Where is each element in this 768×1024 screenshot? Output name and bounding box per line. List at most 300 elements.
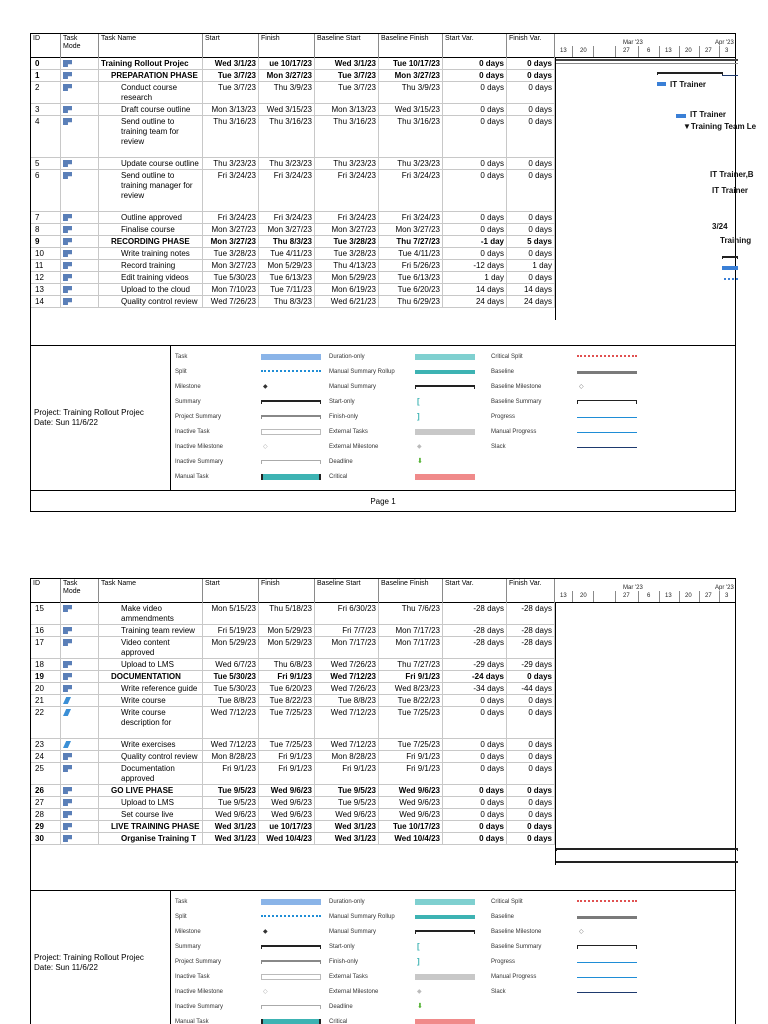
header-start: Start xyxy=(203,579,259,603)
task-name: Send outline to training team for review xyxy=(99,116,203,157)
legend-item xyxy=(329,1000,479,1015)
task-start: Thu 3/23/23 xyxy=(203,158,259,169)
table-row[interactable] xyxy=(31,683,555,695)
task-start-var: -28 days xyxy=(443,625,507,636)
summary-bar xyxy=(657,72,723,75)
task-start: Mon 3/27/23 xyxy=(203,260,259,271)
table-row[interactable] xyxy=(31,272,555,284)
timeline-month: Mar '23 xyxy=(623,40,643,46)
task-mode-icon xyxy=(61,671,99,682)
auto-task-icon xyxy=(63,673,72,680)
table-row[interactable] xyxy=(31,695,555,707)
header-baseline-start: Baseline Start xyxy=(315,34,379,58)
task-bar xyxy=(724,278,738,280)
task-start-var: 0 days xyxy=(443,170,507,211)
task-baseline-finish: Tue 6/13/23 xyxy=(379,272,443,283)
task-finish: Wed 10/4/23 xyxy=(259,833,315,844)
task-finish-var: -29 days xyxy=(507,659,555,670)
task-start: Tue 3/7/23 xyxy=(203,82,259,103)
task-start-var: 0 days xyxy=(443,212,507,223)
legend-item xyxy=(329,985,479,1000)
legend-label: Inactive Milestone xyxy=(175,444,224,450)
inactive-milestone-icon: ◇ xyxy=(263,989,268,995)
legend-item xyxy=(175,1015,325,1024)
task-mode-icon xyxy=(61,763,99,784)
legend-inactive-summary-swatch xyxy=(261,1005,321,1009)
legend-item xyxy=(491,350,641,365)
task-baseline-start: Thu 3/16/23 xyxy=(315,116,379,157)
legend-item xyxy=(329,925,479,940)
legend-item xyxy=(329,895,479,910)
task-name: PREPARATION PHASE xyxy=(99,70,203,81)
task-mode-icon xyxy=(61,625,99,636)
task-id: 11 xyxy=(31,260,61,271)
legend-item xyxy=(491,940,641,955)
task-mode-icon xyxy=(61,248,99,259)
resource-label: ▼Training Team Le xyxy=(683,122,757,131)
table-row[interactable] xyxy=(31,785,555,797)
legend-label: External Milestone xyxy=(329,989,379,995)
auto-task-icon xyxy=(63,226,72,233)
legend-label: Inactive Task xyxy=(175,429,210,435)
legend xyxy=(31,891,735,1024)
legend-manual-task-swatch xyxy=(261,474,321,480)
manual-task-icon xyxy=(63,741,71,748)
task-baseline-start: Mon 7/17/23 xyxy=(315,637,379,658)
legend-label: Project Summary xyxy=(175,959,222,965)
task-baseline-finish: Tue 10/17/23 xyxy=(379,58,443,69)
legend-item xyxy=(175,1000,325,1015)
legend-slack-swatch xyxy=(577,992,637,993)
task-id: 26 xyxy=(31,785,61,796)
task-baseline-finish: Fri 3/24/23 xyxy=(379,212,443,223)
task-finish-var: 0 days xyxy=(507,763,555,784)
legend-duration-only-swatch xyxy=(415,899,475,905)
legend-label: Start-only xyxy=(329,399,355,405)
task-id: 13 xyxy=(31,284,61,295)
legend-label: Inactive Milestone xyxy=(175,989,224,995)
task-finish-var: 5 days xyxy=(507,236,555,247)
task-finish-var: 0 days xyxy=(507,116,555,157)
task-finish: Thu 3/23/23 xyxy=(259,158,315,169)
task-mode-icon xyxy=(61,58,99,69)
task-finish: Fri 9/1/23 xyxy=(259,763,315,784)
task-finish-var: 0 days xyxy=(507,671,555,682)
legend-label: Baseline Summary xyxy=(491,944,542,950)
auto-task-icon xyxy=(63,118,72,125)
task-id: 22 xyxy=(31,707,61,738)
timeline-day: 3 xyxy=(725,48,729,54)
table-row[interactable] xyxy=(31,625,555,637)
task-finish-var: 0 days xyxy=(507,170,555,211)
legend-item xyxy=(329,940,479,955)
task-start: Mon 7/10/23 xyxy=(203,284,259,295)
task-finish-var: 0 days xyxy=(507,797,555,808)
task-finish: Tue 6/20/23 xyxy=(259,683,315,694)
task-mode-icon xyxy=(61,637,99,658)
task-start-var: 0 days xyxy=(443,158,507,169)
task-start-var: 0 days xyxy=(443,763,507,784)
task-baseline-finish: Thu 7/6/23 xyxy=(379,603,443,624)
task-start-var: -29 days xyxy=(443,659,507,670)
task-mode-icon xyxy=(61,833,99,844)
project-name: Project: Training Rollout Projec xyxy=(34,953,144,962)
auto-task-icon xyxy=(63,661,72,668)
legend-label: Inactive Summary xyxy=(175,1004,224,1010)
legend-inactive-task-swatch xyxy=(261,974,321,980)
legend-item xyxy=(329,1015,479,1024)
legend-item xyxy=(491,410,641,425)
legend-baseline-summary-swatch xyxy=(577,400,637,404)
legend-item xyxy=(175,395,325,410)
task-baseline-start: Wed 7/12/23 xyxy=(315,739,379,750)
task-baseline-start: Mon 3/27/23 xyxy=(315,224,379,235)
legend-label: Baseline Milestone xyxy=(491,929,542,935)
task-baseline-finish: Mon 3/27/23 xyxy=(379,70,443,81)
table-header xyxy=(31,579,735,603)
legend-item xyxy=(491,440,641,455)
task-finish: Wed 9/6/23 xyxy=(259,785,315,796)
deadline-icon: ⬇ xyxy=(417,458,423,465)
task-start: Mon 3/27/23 xyxy=(203,236,259,247)
legend-label: Baseline xyxy=(491,369,515,375)
task-start: Wed 7/12/23 xyxy=(203,707,259,738)
task-baseline-start: Tue 3/28/23 xyxy=(315,248,379,259)
legend-item xyxy=(175,970,325,985)
legend-label: External Tasks xyxy=(329,974,368,980)
legend-item xyxy=(329,425,479,440)
legend-rollup-swatch xyxy=(415,370,475,374)
blank-row xyxy=(31,871,735,891)
task-start: Fri 3/24/23 xyxy=(203,170,259,211)
task-mode-icon xyxy=(61,224,99,235)
timeline-day: 27 xyxy=(623,593,630,599)
task-start: Tue 9/5/23 xyxy=(203,785,259,796)
legend-label: Progress xyxy=(491,959,516,965)
task-baseline-finish: Fri 9/1/23 xyxy=(379,671,443,682)
summary-bar xyxy=(556,848,738,851)
task-id: 4 xyxy=(31,116,61,157)
task-mode-icon xyxy=(61,739,99,750)
task-name: GO LIVE PHASE xyxy=(99,785,203,796)
task-mode-icon xyxy=(61,236,99,247)
task-name: Upload to the cloud xyxy=(99,284,203,295)
task-name: Training Rollout Projec xyxy=(99,58,203,69)
summary-bar xyxy=(556,861,738,863)
task-start: Wed 7/26/23 xyxy=(203,296,259,307)
task-finish: Tue 7/25/23 xyxy=(259,739,315,750)
task-baseline-finish: Fri 9/1/23 xyxy=(379,763,443,784)
task-start: Wed 3/1/23 xyxy=(203,833,259,844)
table-row[interactable] xyxy=(31,603,555,625)
task-finish-var: 0 days xyxy=(507,82,555,103)
legend-item xyxy=(175,425,325,440)
task-mode-icon xyxy=(61,296,99,307)
legend-column xyxy=(175,895,325,1024)
task-id: 12 xyxy=(31,272,61,283)
task-finish: Tue 6/13/23 xyxy=(259,272,315,283)
legend-label: Critical xyxy=(329,474,348,480)
table-row[interactable] xyxy=(31,284,555,296)
legend-label: Milestone xyxy=(175,929,201,935)
table-row[interactable] xyxy=(31,659,555,671)
task-baseline-finish: Tue 4/11/23 xyxy=(379,248,443,259)
task-baseline-finish: Thu 7/27/23 xyxy=(379,659,443,670)
table-row[interactable] xyxy=(31,212,555,224)
header-task-mode: Task Mode xyxy=(61,579,99,603)
task-name: Organise Training T xyxy=(99,833,203,844)
task-finish-var: 24 days xyxy=(507,296,555,307)
legend-item xyxy=(329,970,479,985)
task-start: Mon 3/27/23 xyxy=(203,224,259,235)
task-finish-var: 0 days xyxy=(507,272,555,283)
legend-manual-summary-swatch xyxy=(415,385,475,389)
task-bar xyxy=(722,266,738,270)
task-id: 1 xyxy=(31,70,61,81)
task-id: 6 xyxy=(31,170,61,211)
header-baseline-start: Baseline Start xyxy=(315,579,379,603)
project-info xyxy=(31,346,171,490)
task-name: Quality control review xyxy=(99,296,203,307)
task-id: 0 xyxy=(31,58,61,69)
table-row[interactable] xyxy=(31,797,555,809)
legend-item xyxy=(175,350,325,365)
task-finish-var: 0 days xyxy=(507,739,555,750)
task-baseline-finish: Fri 3/24/23 xyxy=(379,170,443,211)
task-baseline-finish: Thu 3/16/23 xyxy=(379,116,443,157)
task-name: Outline approved xyxy=(99,212,203,223)
task-baseline-finish: Tue 7/25/23 xyxy=(379,739,443,750)
legend-column xyxy=(491,350,641,455)
task-start-var: 0 days xyxy=(443,785,507,796)
table-row[interactable] xyxy=(31,104,555,116)
task-baseline-start: Mon 6/19/23 xyxy=(315,284,379,295)
timeline-header xyxy=(555,579,737,603)
table-row[interactable] xyxy=(31,58,555,70)
task-id: 28 xyxy=(31,809,61,820)
timeline-day: 27 xyxy=(705,48,712,54)
legend-manual-progress-swatch xyxy=(577,432,637,433)
legend-label: Manual Summary xyxy=(329,384,377,390)
auto-task-icon xyxy=(63,214,72,221)
table-row[interactable] xyxy=(31,158,555,170)
legend-rollup-swatch xyxy=(415,915,475,919)
task-start: Tue 5/30/23 xyxy=(203,272,259,283)
timeline-day: 13 xyxy=(665,48,672,54)
table-row[interactable] xyxy=(31,751,555,763)
auto-task-icon xyxy=(63,298,72,305)
task-start-var: 0 days xyxy=(443,224,507,235)
start-only-icon: [ xyxy=(417,397,420,406)
task-id: 17 xyxy=(31,637,61,658)
task-name: Upload to LMS xyxy=(99,659,203,670)
task-start: Mon 3/13/23 xyxy=(203,104,259,115)
auto-task-icon xyxy=(63,84,72,91)
legend-label: Deadline xyxy=(329,459,353,465)
slack-line xyxy=(722,75,738,76)
timeline-day: 6 xyxy=(647,593,651,599)
auto-task-icon xyxy=(63,286,72,293)
table-row[interactable] xyxy=(31,739,555,751)
task-baseline-finish: Thu 6/29/23 xyxy=(379,296,443,307)
task-name: RECORDING PHASE xyxy=(99,236,203,247)
legend-label: External Tasks xyxy=(329,429,368,435)
task-baseline-start: Mon 3/13/23 xyxy=(315,104,379,115)
legend-item xyxy=(175,940,325,955)
deadline-icon: ⬇ xyxy=(417,1003,423,1010)
task-mode-icon xyxy=(61,707,99,738)
auto-task-icon xyxy=(63,639,72,646)
task-finish-var: 0 days xyxy=(507,821,555,832)
task-id: 5 xyxy=(31,158,61,169)
task-baseline-start: Thu 3/23/23 xyxy=(315,158,379,169)
task-start-var: -1 day xyxy=(443,236,507,247)
task-finish-var: 0 days xyxy=(507,158,555,169)
legend-label: Duration-only xyxy=(329,354,365,360)
task-mode-icon xyxy=(61,751,99,762)
external-milestone-icon: ◆ xyxy=(417,444,422,450)
table-row[interactable] xyxy=(31,170,555,212)
task-baseline-start: Wed 7/12/23 xyxy=(315,707,379,738)
timeline-day: 20 xyxy=(580,48,587,54)
task-mode-icon xyxy=(61,272,99,283)
task-finish-var: 0 days xyxy=(507,224,555,235)
legend-label: Finish-only xyxy=(329,959,359,965)
table-row[interactable] xyxy=(31,82,555,104)
task-baseline-start: Wed 9/6/23 xyxy=(315,809,379,820)
task-name: Documentation approved xyxy=(99,763,203,784)
task-start-var: -28 days xyxy=(443,603,507,624)
legend-item xyxy=(329,955,479,970)
auto-task-icon xyxy=(63,160,72,167)
table-row[interactable] xyxy=(31,236,555,248)
table-row[interactable] xyxy=(31,809,555,821)
table-row[interactable] xyxy=(31,296,555,308)
task-name: Update course outline xyxy=(99,158,203,169)
timeline-day: 20 xyxy=(580,593,587,599)
table-row[interactable] xyxy=(31,637,555,659)
task-mode-icon xyxy=(61,659,99,670)
timeline-day: 3 xyxy=(725,593,729,599)
task-start: Wed 3/1/23 xyxy=(203,821,259,832)
task-start-var: 0 days xyxy=(443,751,507,762)
task-finish-var: -28 days xyxy=(507,625,555,636)
task-start-var: -34 days xyxy=(443,683,507,694)
header-start: Start xyxy=(203,34,259,58)
task-finish: Fri 9/1/23 xyxy=(259,751,315,762)
task-finish: Fri 9/1/23 xyxy=(259,671,315,682)
table-row[interactable] xyxy=(31,224,555,236)
task-mode-icon xyxy=(61,785,99,796)
header-finish-var: Finish Var. xyxy=(507,34,555,58)
table-row[interactable] xyxy=(31,70,555,82)
task-baseline-start: Fri 3/24/23 xyxy=(315,170,379,211)
legend-item xyxy=(329,455,479,470)
legend-slack-swatch xyxy=(577,447,637,448)
task-name: Set course live xyxy=(99,809,203,820)
task-start-var: 24 days xyxy=(443,296,507,307)
legend-label: Milestone xyxy=(175,384,201,390)
project-date: Date: Sun 11/6/22 xyxy=(34,418,98,427)
header-task-name: Task Name xyxy=(99,34,203,58)
table-row[interactable] xyxy=(31,671,555,683)
task-name: Make video ammendments xyxy=(99,603,203,624)
legend-task-swatch xyxy=(261,899,321,905)
task-start-var: -12 days xyxy=(443,260,507,271)
legend-baseline-summary-swatch xyxy=(577,945,637,949)
legend-item xyxy=(491,380,641,395)
table-row[interactable] xyxy=(31,833,555,845)
legend-item xyxy=(491,395,641,410)
table-row[interactable] xyxy=(31,248,555,260)
legend-label: Slack xyxy=(491,444,506,450)
task-id: 8 xyxy=(31,224,61,235)
header-start-var: Start Var. xyxy=(443,579,507,603)
task-baseline-start: Wed 7/12/23 xyxy=(315,671,379,682)
project-baseline-bar xyxy=(556,63,738,64)
task-baseline-finish: Tue 6/20/23 xyxy=(379,284,443,295)
table-row[interactable] xyxy=(31,763,555,785)
legend-item xyxy=(175,380,325,395)
legend-item xyxy=(491,425,641,440)
table-row[interactable] xyxy=(31,821,555,833)
task-name: Finalise course xyxy=(99,224,203,235)
finish-only-icon: ] xyxy=(417,957,420,966)
task-baseline-start: Thu 4/13/23 xyxy=(315,260,379,271)
legend-item xyxy=(491,925,641,940)
task-start: Fri 3/24/23 xyxy=(203,212,259,223)
task-mode-icon xyxy=(61,82,99,103)
task-start-var: 0 days xyxy=(443,707,507,738)
task-start: Tue 3/7/23 xyxy=(203,70,259,81)
legend-label: Manual Task xyxy=(175,474,209,480)
legend-label: Inactive Task xyxy=(175,974,210,980)
task-finish: Mon 3/27/23 xyxy=(259,224,315,235)
table-row[interactable] xyxy=(31,260,555,272)
auto-task-icon xyxy=(63,765,72,772)
task-name: Write course description for xyxy=(99,707,203,738)
task-baseline-finish: Wed 3/15/23 xyxy=(379,104,443,115)
legend-column xyxy=(329,895,479,1024)
task-id: 18 xyxy=(31,659,61,670)
task-finish-var: 0 days xyxy=(507,707,555,738)
table-row[interactable] xyxy=(31,116,555,158)
task-id: 7 xyxy=(31,212,61,223)
task-finish: Thu 6/8/23 xyxy=(259,659,315,670)
task-start: Thu 3/16/23 xyxy=(203,116,259,157)
task-baseline-finish: Mon 3/27/23 xyxy=(379,224,443,235)
legend-label: Progress xyxy=(491,414,516,420)
legend-item xyxy=(175,955,325,970)
timeline-month: Apr '23 xyxy=(715,40,734,46)
legend-label: Manual Progress xyxy=(491,974,537,980)
auto-task-icon xyxy=(63,799,72,806)
project-info xyxy=(31,891,171,1024)
task-finish: Mon 5/29/23 xyxy=(259,637,315,658)
task-mode-icon xyxy=(61,695,99,706)
legend-item xyxy=(329,365,479,380)
task-start: Tue 8/8/23 xyxy=(203,695,259,706)
task-id: 10 xyxy=(31,248,61,259)
manual-task-icon xyxy=(63,697,71,704)
table-row[interactable] xyxy=(31,707,555,739)
resource-label: IT Trainer xyxy=(670,80,707,89)
task-baseline-start: Tue 3/7/23 xyxy=(315,82,379,103)
task-mode-icon xyxy=(61,116,99,157)
task-finish: Fri 3/24/23 xyxy=(259,212,315,223)
legend-inactive-summary-swatch xyxy=(261,460,321,464)
task-baseline-start: Fri 9/1/23 xyxy=(315,763,379,784)
